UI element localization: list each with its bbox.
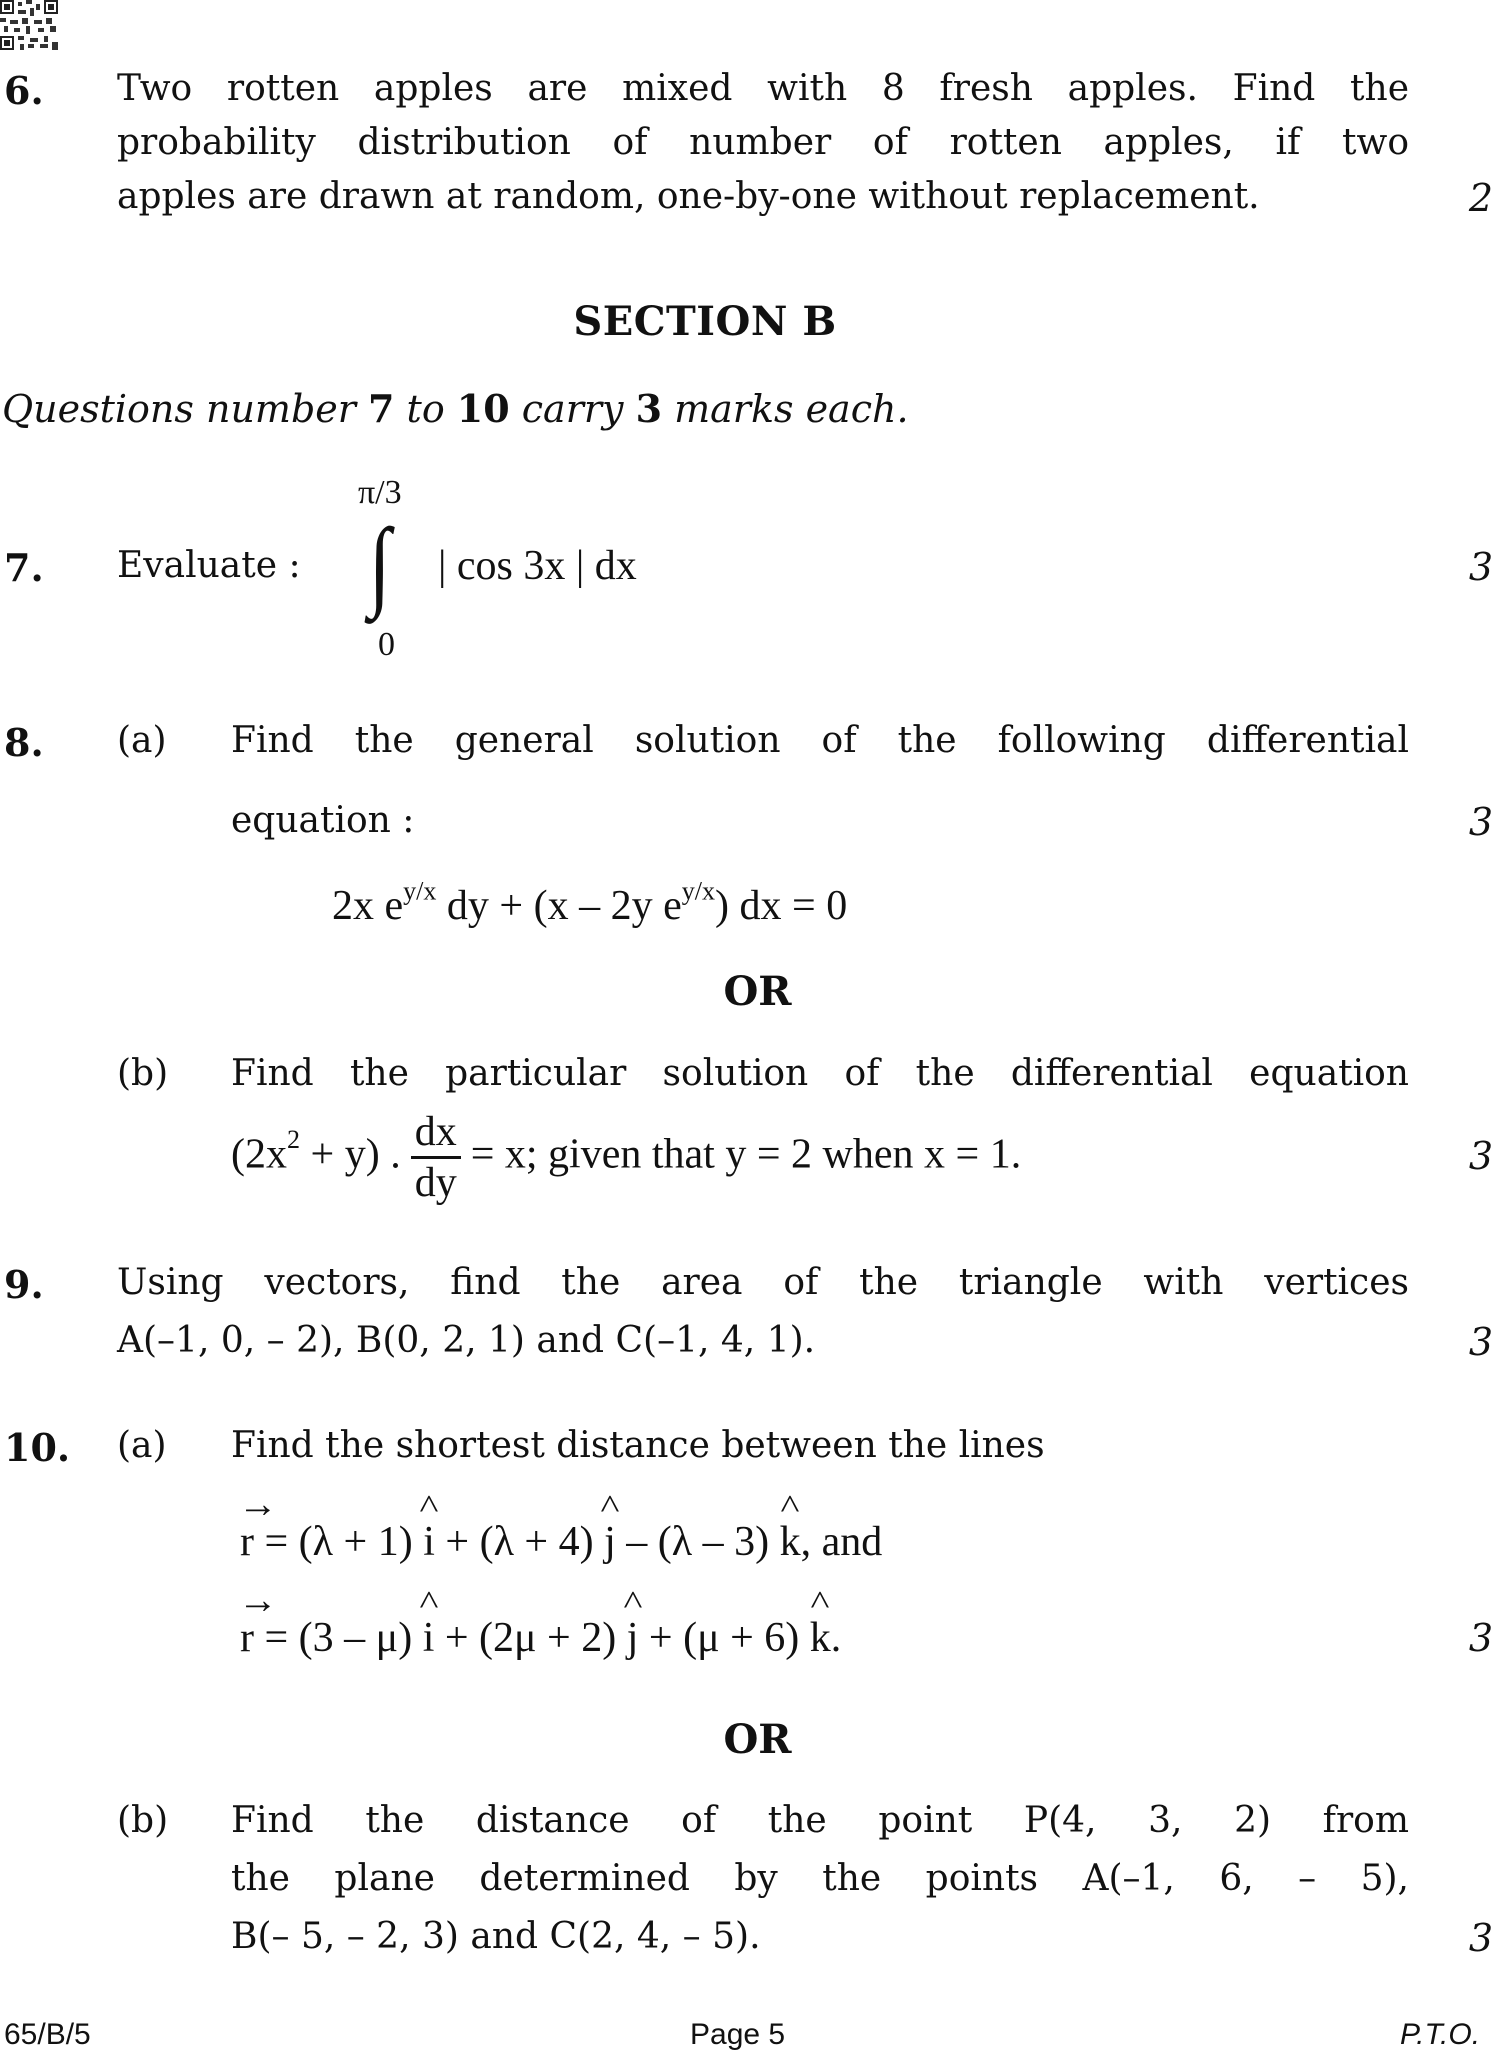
marks-label: 3 <box>1468 800 1493 844</box>
unit-vector-k: ^ k <box>780 1518 801 1566</box>
vector-r: → r <box>240 1518 254 1566</box>
question-number: 7. <box>4 545 44 590</box>
part-label-b: (b) <box>117 1053 169 1094</box>
question-text-line: Find the particular solution of the differential equation <box>231 1053 1409 1094</box>
integrand: | cos 3x | dx <box>438 543 637 589</box>
integral-sign-icon: ∫ <box>368 508 391 619</box>
question-number: 10. <box>4 1425 71 1470</box>
marks-label: 3 <box>1468 1320 1493 1364</box>
unit-vector-i: ^ i <box>423 1614 435 1662</box>
page-number: Page 5 <box>690 2018 786 2051</box>
differential-equation: 2x $e^{y/x}$ dy + (x – 2y $e^{y/x}$) dx = 0 <box>332 876 848 929</box>
question-number: 8. <box>4 720 44 765</box>
please-turn-over: P.T.O. <box>1400 2018 1481 2051</box>
marks-label: 3 <box>1468 1616 1493 1660</box>
paper-code: 65/B/5 <box>4 2018 91 2051</box>
unit-vector-k: ^ k <box>810 1614 831 1662</box>
question-text-line: probability distribution of number of rotten apples, if two <box>117 122 1409 163</box>
question-text-line: equation : <box>231 800 415 841</box>
vector-r: → r <box>240 1614 254 1662</box>
section-instruction: Questions number 7 to 10 carry 3 marks each. <box>2 386 909 431</box>
question-number: 9. <box>4 1262 44 1307</box>
question-text-line: the plane determined by the points A(–1, 6, – 5), <box>231 1858 1409 1899</box>
marks-label: 3 <box>1468 1134 1493 1178</box>
question-prompt: Evaluate : <box>117 545 301 586</box>
vector-line-equation-2: → r = (3 – μ) ^ i + (2μ + 2) ^ j + (μ + 6) ^ k. <box>240 1614 841 1662</box>
or-separator: OR <box>723 968 792 1015</box>
part-label-a: (a) <box>117 1425 167 1466</box>
fraction-dx-dy: $\frac{dx}{dy}$ <box>411 1108 461 1208</box>
question-text-line: A(–1, 0, – 2), B(0, 2, 1) and C(–1, 4, 1). <box>117 1320 816 1361</box>
question-text-line: Find the distance of the point P(4, 3, 2) from <box>231 1800 1409 1841</box>
unit-vector-j: ^ j <box>627 1614 639 1662</box>
question-text-line: apples are drawn at random, one-by-one without replacement. <box>117 176 1260 217</box>
differential-equation: $(2x^2 + y)$ . $\frac{dx}{dy}$ = x; given that y = 2 when x = 1. <box>231 1109 1022 1207</box>
marks-label: 2 <box>1468 176 1493 220</box>
question-text-line: Using vectors, find the area of the triangle with vertices <box>117 1262 1409 1303</box>
question-text-line: B(– 5, – 2, 3) and C(2, 4, – 5). <box>231 1916 761 1957</box>
integral-upper-limit: π/3 <box>358 474 402 511</box>
question-number: 6. <box>4 68 44 113</box>
marks-label: 3 <box>1468 545 1493 589</box>
part-label-b: (b) <box>117 1800 169 1841</box>
unit-vector-i: ^ i <box>423 1518 435 1566</box>
section-title: SECTION B <box>573 298 837 345</box>
question-text-line: Two rotten apples are mixed with 8 fresh apples. Find the <box>117 68 1409 109</box>
or-separator: OR <box>723 1716 792 1763</box>
marks-label: 3 <box>1468 1916 1493 1960</box>
unit-vector-j: ^ j <box>604 1518 616 1566</box>
vector-line-equation-1: → r = (λ + 1) ^ i + (λ + 4) ^ j – (λ – 3) ^ k, and <box>240 1518 882 1566</box>
part-label-a: (a) <box>117 720 167 761</box>
qr-code-icon <box>0 0 58 50</box>
question-text-line: Find the general solution of the following differential <box>231 720 1409 761</box>
integral-lower-limit: 0 <box>378 626 395 663</box>
question-text-line: Find the shortest distance between the lines <box>231 1425 1045 1466</box>
